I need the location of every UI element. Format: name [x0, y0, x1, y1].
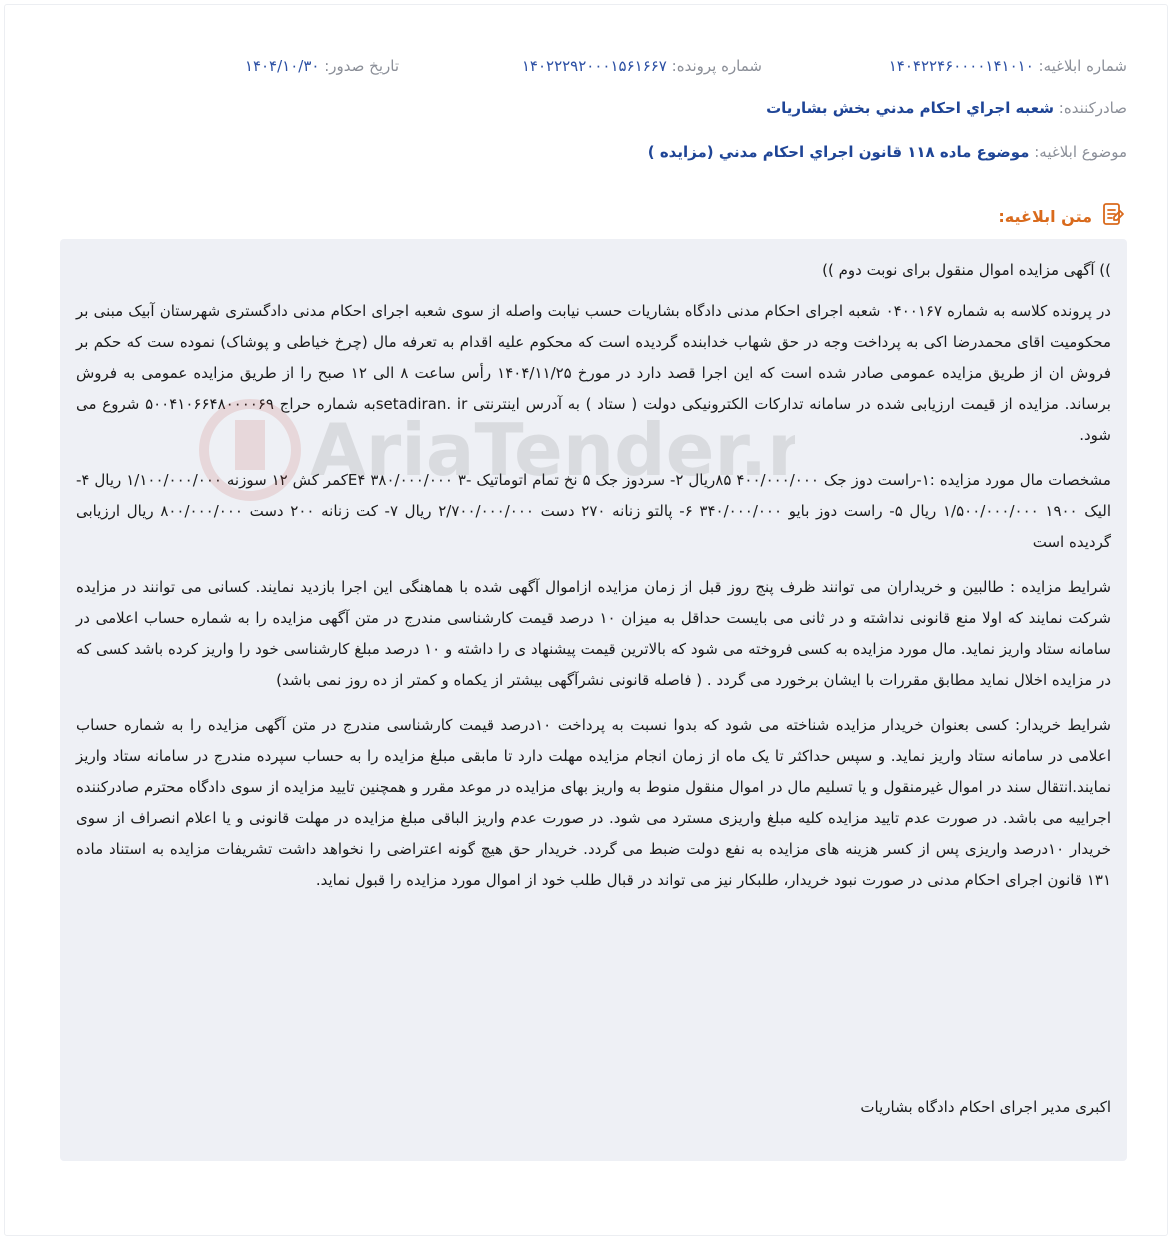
subject-label: موضوع ابلاغیه: — [1034, 143, 1127, 161]
issuer-value: شعبه اجراي احكام مدني بخش بشاريات — [766, 99, 1054, 117]
notice-paragraph-1: در پرونده کلاسه به شماره ۰۴۰۰۱۶۷ شعبه اجرای احکام مدنی دادگاه بشاریات حسب نیابت واصله از سوی شعبه اجرای احکام مدنی دادگستری شهرستان آبیک مبنی بر محکومیت اقای محمدرضا اکی به پرداخت وجه در حق شهاب خدابنده گردیده است که محکوم علیه اقدام به تعرفه مال (چرخ خیاطی و پوشاک) نموده ست که حکم بر فروش ان از طریق مزایده عمومی صادر شده است که این اجرا قصد دارد در مورخ ۱۴۰۴/۱۱/۲۵ رأس ساعت ۸ الی ۱۲ صبح را از طریق مزایده عمومی به فروش برساند. مزایده از قیمت ارزیابی شده در سامانه تدارکات الکترونیکی دولت ( ستاد ) به آدرس اینترنتی setadiran. irبه شماره حراج ۵۰۰۴۱۰۶۶۴۸۰۰۰۰۶۹ شروع می شود. — [76, 302, 1112, 444]
notice-paragraph-3: شرایط مزایده : طالبین و خریداران می توانند ظرف پنج روز قبل از زمان مزایده ازاموال آگهی شده با هماهنگی این اجرا بازدید نمایند. کسانی می توانند در مزایده شرکت نمایند که اولا منع قانونی نداشته و در ثانی می بایست حداقل به میزان ۱۰ درصد قیمت کارشناسی مندرج در متن آگهی مزایده را به شماره حساب اعلامی در سامانه ستاد واریز نماید. مال مورد مزایده به کسی فروخته می شود که بالاترین قیمت پیشنهاد ی را داشته و ۱۰ درصد مبلغ کارشناسی خود را واریز کرده باشد کسی که در مزایده اخلال نماید مطابق مقررات با ایشان برخورد می گردد . ( فاصله قانونی نشرآگهی بیشتر از یکماه و کمتر از ده روز نمی باشد) — [76, 578, 1111, 689]
subject-line — [648, 143, 1127, 161]
issuer-line — [766, 99, 1127, 117]
notice-text-box — [60, 239, 1127, 1161]
notice-number-value: ۱۴۰۴۲۲۴۶۰۰۰۰۱۴۱۰۱۰ — [888, 57, 1034, 75]
section-title — [998, 201, 1126, 231]
notice-number-label: شماره ابلاغیه: — [1038, 57, 1127, 75]
subject-value: موضوع ماده ۱۱۸ قانون اجراي احكام مدني (مزايده ) — [647, 143, 1030, 161]
meta-row — [60, 57, 1127, 83]
notice-paragraph-2: مشخصات مال مورد مزایده :۱-راست دوز جک ۴۰۰/۰۰۰/۰۰۰ ۸۵ریال ۲- سردوز جک ۵ نخ تمام اتوماتیک -۳ ۳۸۰/۰۰۰/۰۰۰ E۴کمر کش ۱۲ سوزنه ۱/۱۰۰/۰۰۰/۰۰۰ ریال ۴- الیک ۱۹۰۰ ۱/۵۰۰/۰۰۰/۰۰۰ ریال ۵- راست دوز بایو ۳۴۰/۰۰۰/۰۰۰ ۶- پالتو زنانه ۲۷۰ دست ۲/۷۰۰/۰۰۰/۰۰۰ ریال ۷- کت زنانه ۲۰۰ دست ۸۰۰/۰۰۰/۰۰۰ ریال ارزیابی گردیده است — [76, 471, 1111, 551]
case-number — [522, 57, 762, 75]
issue-date-value: ۱۴۰۴/۱۰/۳۰ — [244, 57, 320, 75]
notice-paragraph-4: شرایط خریدار: کسی بعنوان خریدار مزایده شناخته می شود که بدوا نسبت به پرداخت ۱۰درصد قیمت کارشناسی مندرج در متن آگهی مزایده را به شماره حساب اعلامی در سامانه ستاد واریز نماید. و سپس حداکثر تا یک ماه از زمان انجام مزایده مهلت دارد تا مابقی مبلغ مزایده را به حساب سپرده مندرج در سامانه ستاد واریز نمایند.انتقال سند در اموال غیرمنقول و یا تسلیم مال در اموال منقول منوط به واریز بهای مزایده در موعد مقرر و همچنین تایید مزایده از سوی دادگاه محترم صادرکننده اجراییه می باشد. در صورت عدم تایید مزایده کلیه مبلغ واریزی مسترد می شود. در صورت عدم واریز الباقی مبلغ مزایده در مهلت قانونی و یا اعلام انصراف از سوی خریدار ۱۰درصد واریزی پس از کسر هزینه های مزایده به نفع دولت ضبط می گردد. خریدار حق هیچ گونه اعتراضی را نخواهد داشت تشریفات مزایده به استناد ماده ۱۳۱ قانون اجرای احکام مدنی در صورت نبود خریدار، طلبکار نیز می تواند در قبال طلب خود از اموال مورد مزایده را قبول نماید. — [76, 716, 1111, 889]
section-title-text: متن ابلاغیه: — [998, 206, 1092, 226]
issuer-label: صادرکننده: — [1058, 99, 1127, 117]
signature: اکبری مدیر اجرای احکام دادگاه بشاریات — [860, 1098, 1111, 1116]
issue-date — [245, 57, 399, 75]
case-number-label: شماره پرونده: — [671, 57, 762, 75]
issue-date-label: تاریخ صدور: — [324, 57, 399, 75]
case-number-value: ۱۴۰۲۲۲۹۲۰۰۰۱۵۶۱۶۶۷ — [521, 57, 667, 75]
document-icon — [1100, 201, 1126, 231]
notice-heading: )) آگهی مزایده اموال منقول برای نوبت دوم )) — [822, 261, 1111, 279]
notice-number — [889, 57, 1127, 75]
